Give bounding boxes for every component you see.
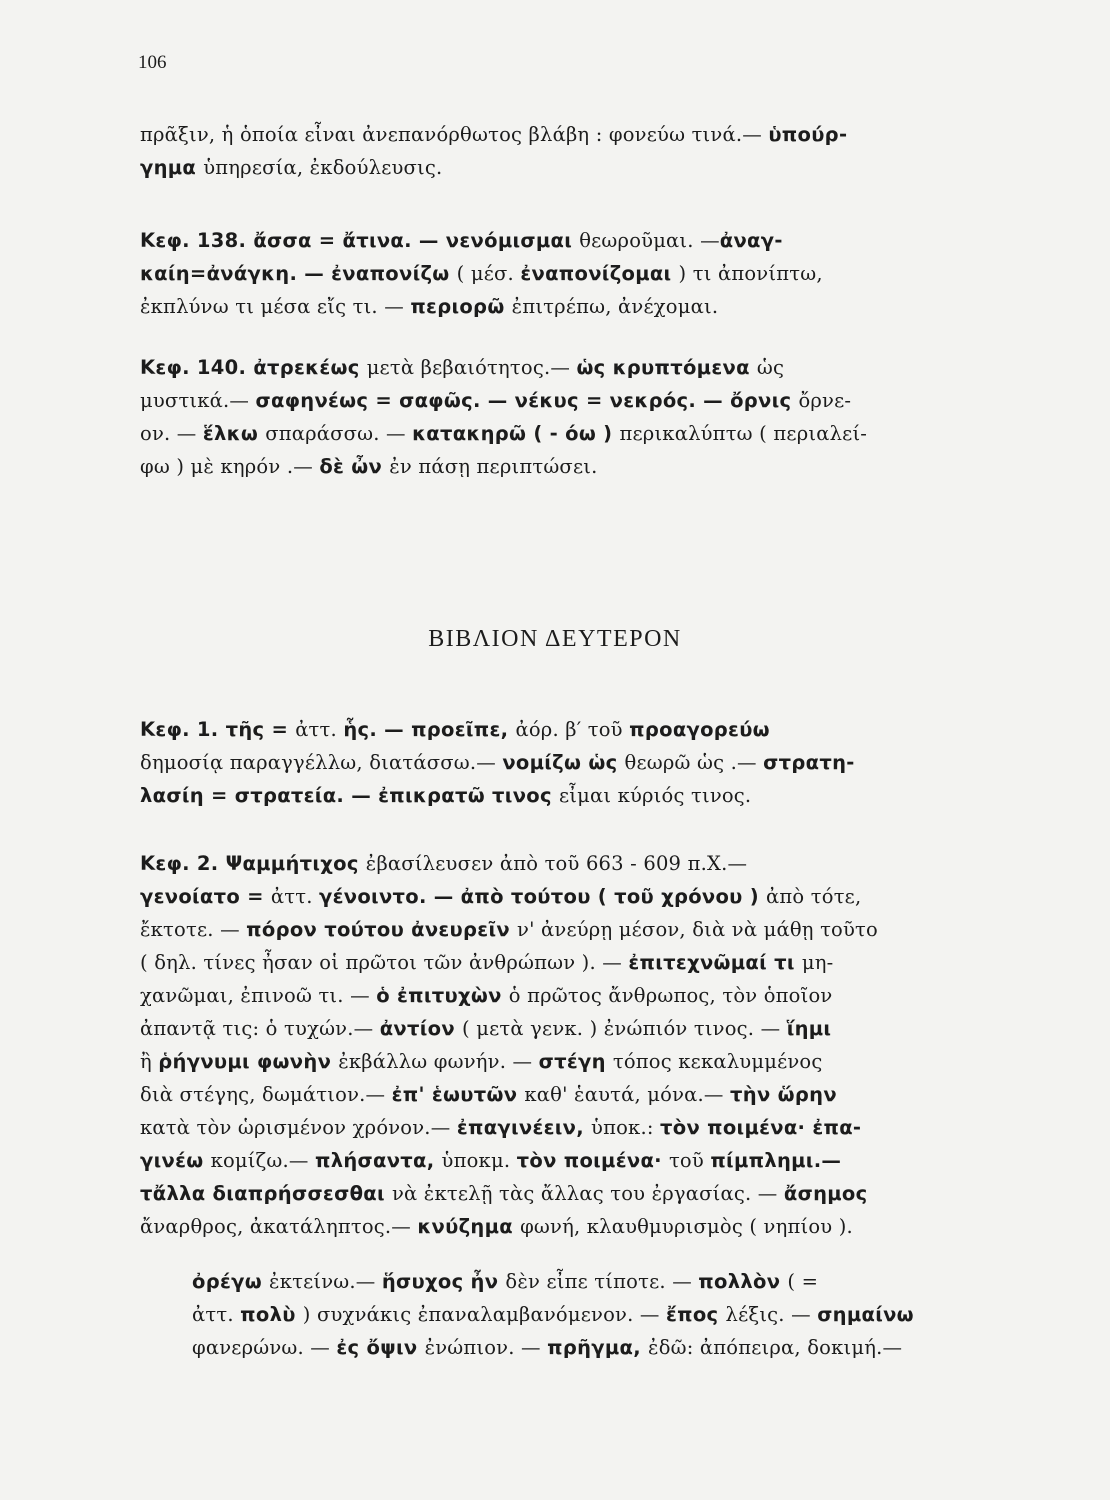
lemma-bold: πίμπλημι.— (710, 1149, 842, 1172)
lemma-bold: ἕλκω (202, 422, 266, 445)
lemma-bold: κνύζημα (417, 1215, 521, 1238)
lemma-bold: ὡς κρυπτόμενα (576, 356, 757, 379)
lemma-bold: ἐναπονίζομαι (520, 262, 679, 285)
gloss-text: κατὰ τὸν ὡρισμένον χρόνον.— (140, 1116, 457, 1139)
text-line (140, 1111, 990, 1144)
lemma-bold: Κεφ. 1. τῆς = (140, 718, 296, 741)
lemma-bold: στρατη- (763, 751, 855, 774)
lemma-bold: ἐπαγινέειν, (456, 1116, 592, 1139)
gloss-text: φω ) μὲ κηρόν .— (140, 455, 320, 478)
text-line (140, 151, 990, 184)
text-line (140, 1012, 990, 1045)
gloss-text: ὄρνε- (798, 389, 852, 412)
gloss-text: ἀπὸ τότε, (766, 885, 862, 908)
paragraph-continuation (140, 118, 990, 184)
paragraph-kef-1 (140, 713, 990, 812)
lemma-bold: στέγη (538, 1050, 613, 1073)
gloss-text: ἐδῶ: ἀπόπειρα, δοκιμή.— (648, 1336, 903, 1359)
lemma-bold: ἀναγ- (719, 229, 783, 252)
gloss-text: ἀττ. (270, 885, 320, 908)
gloss-text: θεωροῦμαι. — (579, 229, 720, 252)
lemma-bold: τὸν ποιμένα· (516, 1149, 669, 1172)
text-line (140, 847, 990, 880)
gloss-text: περικαλύπτω ( περιαλεί- (619, 422, 868, 445)
lemma-bold: προαγορεύω (629, 718, 770, 741)
text-line (140, 946, 990, 979)
lemma-bold: ἥσυχος ἦν (381, 1270, 506, 1293)
gloss-text: καθ' ἑαυτά, μόνα.— (524, 1083, 731, 1106)
lemma-bold: Κεφ. 2. Ψαμμήτιχος (140, 852, 366, 875)
gloss-text: ( = (787, 1270, 819, 1293)
paragraph-orego (140, 1265, 990, 1364)
paragraph-kef-140 (140, 351, 990, 483)
lemma-bold: γημα (140, 156, 204, 179)
paragraph-kef-2 (140, 847, 990, 1243)
gloss-text: νὰ ἐκτελῇ τὰς ἄλλας του ἐργασίας. — (391, 1182, 784, 1205)
text-line (140, 290, 990, 323)
text-line (140, 450, 990, 483)
gloss-text: μη- (801, 951, 834, 974)
text-line (140, 979, 990, 1012)
lemma-bold: ἧς. — προεῖπε, (343, 718, 516, 741)
gloss-text: ) συχνάκις ἐπαναλαμβανόμενον. — (302, 1303, 666, 1326)
gloss-text: ( δηλ. τίνες ἦσαν οἱ πρῶτοι τῶν ἀνθρώπων ). — (140, 951, 629, 974)
text-line (140, 118, 990, 151)
lemma-bold: πολλὸν (698, 1270, 788, 1293)
gloss-text: ὁ πρῶτος ἄνθρωπος, τὸν ὁποῖον (508, 984, 833, 1007)
gloss-text: ὑπηρεσία, ἐκδούλευσις. (203, 156, 443, 179)
gloss-text: ἄναρθρος, ἀκατάληπτος.— (140, 1215, 418, 1238)
gloss-text: ( μετὰ γενκ. ) ἐνώπιόν τινος. — (462, 1017, 787, 1040)
lemma-bold: λασίη = στρατεία. — ἐπικρατῶ τινος (140, 784, 559, 807)
text-line (140, 779, 990, 812)
gloss-text: ἐκβάλλω φωνήν. — (338, 1050, 539, 1073)
gloss-text: ἀόρ. β′ τοῦ (515, 718, 630, 741)
gloss-text: ἐβασίλευσεν ἀπὸ τοῦ 663 - 609 π.Χ.— (365, 852, 748, 875)
gloss-text: ἐπιτρέπω, ἀνέχομαι. (511, 295, 719, 318)
gloss-text: δὲν εἶπε τίποτε. — (505, 1270, 699, 1293)
gloss-text: ον. — (140, 422, 203, 445)
gloss-text: τοῦ (668, 1149, 711, 1172)
lemma-bold: γενοίατο = (140, 885, 271, 908)
gloss-text: ἀπαντᾷ τις: ὁ τυχών.— (140, 1017, 380, 1040)
gloss-text: ἀττ. (295, 718, 344, 741)
gloss-text: φωνή, κλαυθμυρισμὸς ( νηπίου ). (520, 1215, 853, 1238)
text-line (140, 713, 990, 746)
lemma-bold: ἐς ὄψιν (336, 1336, 425, 1359)
gloss-text: θεωρῶ ὡς .— (624, 751, 764, 774)
gloss-text: ὑποκ.: (591, 1116, 661, 1139)
gloss-text: ἔκτοτε. — (140, 918, 247, 941)
gloss-text: ( μέσ. (456, 262, 521, 285)
text-line (140, 384, 990, 417)
lemma-bold: περιορῶ (410, 295, 512, 318)
lemma-bold: ἐπ' ἑωυτῶν (391, 1083, 525, 1106)
lemma-bold: ὁ ἐπιτυχὼν (376, 984, 509, 1007)
text-line (140, 1045, 990, 1078)
gloss-text: ἐν πάσῃ περιπτώσει. (389, 455, 598, 478)
paragraph-kef-138 (140, 224, 990, 323)
text-line (192, 1298, 990, 1331)
text-line (140, 1078, 990, 1111)
text-line (140, 417, 990, 450)
lemma-bold: δὲ ὦν (319, 455, 390, 478)
gloss-text: χανῶμαι, ἐπινοῶ τι. — (140, 984, 377, 1007)
gloss-text: ) τι ἀπονίπτω, (678, 262, 823, 285)
page-number: 106 (138, 52, 167, 73)
lemma-bold: γένοιντο. — ἀπὸ τούτου ( τοῦ χρόνου ) (319, 885, 767, 908)
text-line (140, 880, 990, 913)
gloss-text: εἶμαι κύριός τινος. (558, 784, 752, 807)
text-line (140, 351, 990, 384)
lemma-bold: τἄλλα διαπρήσσεσθαι (140, 1182, 392, 1205)
gloss-text: φανερώνω. — (192, 1336, 337, 1359)
section-heading: ΒΙΒΛΙΟΝ ΔΕΥΤΕΡΟΝ (428, 626, 682, 652)
text-line (140, 257, 990, 290)
text-line (140, 1144, 990, 1177)
lemma-bold: τὸν ποιμένα· ἐπα- (660, 1116, 862, 1139)
lemma-bold: ὀρέγω (192, 1270, 270, 1293)
gloss-text: ἐκπλύνω τι μέσα εἴς τι. — (140, 295, 411, 318)
lemma-bold: ὑπούρ- (768, 123, 848, 146)
lemma-bold: τὴν ὥρην (730, 1083, 837, 1106)
gloss-text: ν' ἀνεύρῃ μέσον, διὰ νὰ μάθῃ τοῦτο (517, 918, 878, 941)
gloss-text: μετὰ βεβαιότητος.— (366, 356, 577, 379)
gloss-text: κομίζω.— (210, 1149, 315, 1172)
lemma-bold: καίη=ἀνάγκη. — ἐναπονίζω (140, 262, 457, 285)
lemma-bold: ἄσημος (783, 1182, 868, 1205)
gloss-text: τόπος κεκαλυμμένος (612, 1050, 823, 1073)
text-line (140, 1177, 990, 1210)
lemma-bold: σαφηνέως = σαφῶς. — νέκυς = νεκρός. — ὄρνις (255, 389, 799, 412)
gloss-text: δημοσίᾳ παραγγέλλω, διατάσσω.— (140, 751, 503, 774)
lemma-bold: Κεφ. 140. ἀτρεκέως (140, 356, 367, 379)
lemma-bold: ῥήγνυμι φωνὴν (158, 1050, 339, 1073)
gloss-text: ὡς (756, 356, 785, 379)
lemma-bold: πρῆγμα, (547, 1336, 649, 1359)
lemma-bold: γινέω (140, 1149, 211, 1172)
text-line (192, 1331, 990, 1364)
gloss-text: λέξις. — (725, 1303, 818, 1326)
lemma-bold: κατακηρῶ ( - όω ) (412, 422, 620, 445)
gloss-text: σπαράσσω. — (265, 422, 413, 445)
gloss-text: διὰ στέγης, δωμάτιον.— (140, 1083, 392, 1106)
lemma-bold: ἐπιτεχνῶμαί τι (628, 951, 802, 974)
text-line (140, 1210, 990, 1243)
lemma-bold: πολὺ (240, 1303, 303, 1326)
lemma-bold: ἀντίον (379, 1017, 463, 1040)
lemma-bold: ἔπος (665, 1303, 726, 1326)
gloss-text: ἐκτείνω.— (269, 1270, 382, 1293)
gloss-text: μυστικά.— (140, 389, 256, 412)
gloss-text: ἀττ. (192, 1303, 241, 1326)
lemma-bold: πλήσαντα, (314, 1149, 442, 1172)
lemma-bold: Κεφ. 138. ἄσσα = ἄτινα. — νενόμισμαι (140, 229, 580, 252)
lemma-bold: νομίζω ὡς (502, 751, 625, 774)
text-line (192, 1265, 990, 1298)
gloss-text: πρᾶξιν, ἡ ὁποία εἶναι ἀνεπανόρθωτος βλάβη : φονεύω τινά.— (140, 123, 769, 146)
lemma-bold: πόρον τούτου ἀνευρεῖν (246, 918, 518, 941)
text-line (140, 913, 990, 946)
text-line (140, 224, 990, 257)
lemma-bold: ἵημι (786, 1017, 832, 1040)
text-line (140, 746, 990, 779)
gloss-text: ἢ (140, 1050, 159, 1073)
gloss-text: ἐνώπιον. — (424, 1336, 548, 1359)
gloss-text: ὑποκμ. (441, 1149, 517, 1172)
lemma-bold: σημαίνω (817, 1303, 914, 1326)
